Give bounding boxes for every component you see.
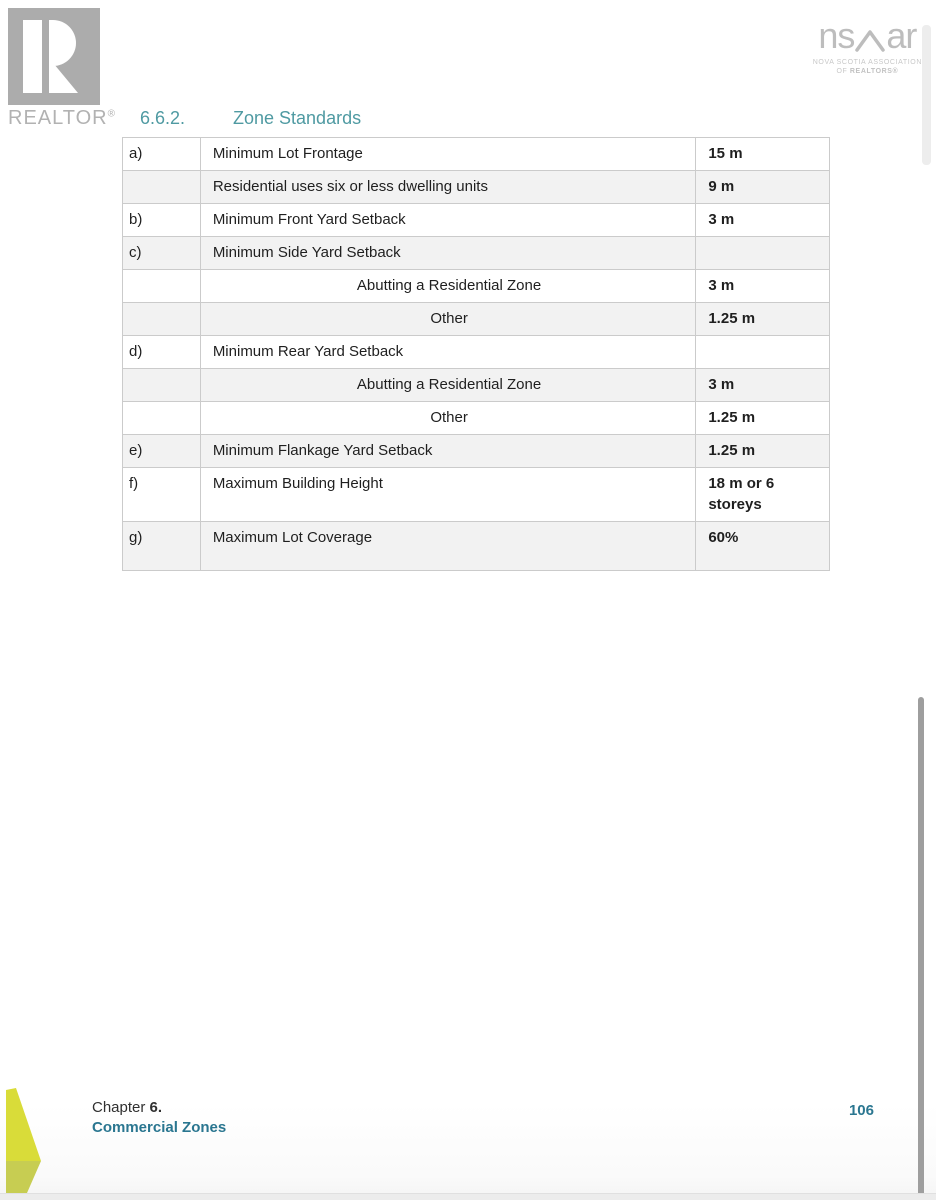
row-value [696, 336, 829, 368]
row-value: 3 m [708, 277, 735, 294]
realtor-logo [8, 8, 116, 130]
nsar-text-right: ar [886, 15, 917, 56]
row-label: Residential uses six or less dwelling units [201, 171, 697, 203]
table-row [122, 171, 830, 204]
zone-standards-table [122, 137, 830, 571]
chapter-number: 6. [149, 1099, 163, 1116]
table-row [122, 522, 830, 571]
corner-arrow-decoration [0, 1088, 48, 1194]
row-label: Other [201, 402, 697, 434]
nsar-text-left: ns [818, 15, 855, 56]
row-letter [123, 171, 201, 203]
row-value: 60% [708, 529, 739, 546]
row-label: Maximum Lot Coverage [201, 522, 697, 570]
realtor-logo-label: REALTOR® [8, 107, 116, 129]
table-row [122, 204, 830, 237]
chapter-title: Commercial Zones [92, 1119, 227, 1136]
row-label: Minimum Rear Yard Setback [201, 336, 697, 368]
table-row [122, 435, 830, 468]
row-value: 1.25 m [708, 409, 756, 426]
row-value: 1.25 m [708, 310, 756, 327]
page-number: 106 [848, 1102, 874, 1119]
section-number: 6.6.2. [140, 108, 186, 128]
row-letter: e) [123, 435, 201, 467]
row-label: Abutting a Residential Zone [201, 270, 697, 302]
section-title: Zone Standards [233, 108, 362, 128]
chapter-line: Chapter 6. [92, 1099, 163, 1116]
row-letter: a) [123, 138, 201, 170]
scrollbar-track-segment [922, 25, 931, 165]
row-value: 18 m or 6 storeys [708, 475, 775, 513]
row-label: Minimum Front Yard Setback [201, 204, 697, 236]
row-label: Maximum Building Height [201, 468, 697, 521]
footer-chapter [92, 1098, 226, 1138]
bottom-edge-strip [0, 1193, 936, 1200]
row-letter: d) [123, 336, 201, 368]
row-letter: c) [123, 237, 201, 269]
row-value: 9 m [708, 178, 735, 195]
table-row [122, 468, 830, 522]
nsar-logo [813, 16, 922, 76]
row-value: 1.25 m [708, 442, 756, 459]
row-letter [123, 402, 201, 434]
row-letter: f) [123, 468, 201, 521]
nsar-logo-wordmark [813, 16, 922, 56]
row-value: 3 m [708, 211, 735, 228]
row-letter [123, 303, 201, 335]
table-row [122, 137, 830, 171]
row-letter [123, 369, 201, 401]
row-letter [123, 270, 201, 302]
house-roof-icon [855, 26, 885, 52]
nsar-tagline: NOVA SCOTIA ASSOCIATION OF REALTORS® [812, 59, 922, 75]
row-value: 3 m [708, 376, 735, 393]
row-label: Minimum Flankage Yard Setback [201, 435, 697, 467]
table-row [122, 402, 830, 435]
row-label: Minimum Lot Frontage [201, 138, 697, 170]
table-row [122, 303, 830, 336]
table-row [122, 369, 830, 402]
table-row [122, 270, 830, 303]
realtor-r-icon [8, 8, 100, 105]
row-label: Abutting a Residential Zone [201, 369, 697, 401]
row-value: 15 m [708, 145, 743, 162]
row-letter: b) [123, 204, 201, 236]
table-row [122, 237, 830, 270]
row-label: Minimum Side Yard Setback [201, 237, 697, 269]
table-row [122, 336, 830, 369]
section-heading [140, 108, 361, 129]
scrollbar-thumb[interactable] [918, 697, 924, 1200]
row-value [696, 237, 829, 269]
row-label: Other [201, 303, 697, 335]
row-letter: g) [123, 522, 201, 570]
